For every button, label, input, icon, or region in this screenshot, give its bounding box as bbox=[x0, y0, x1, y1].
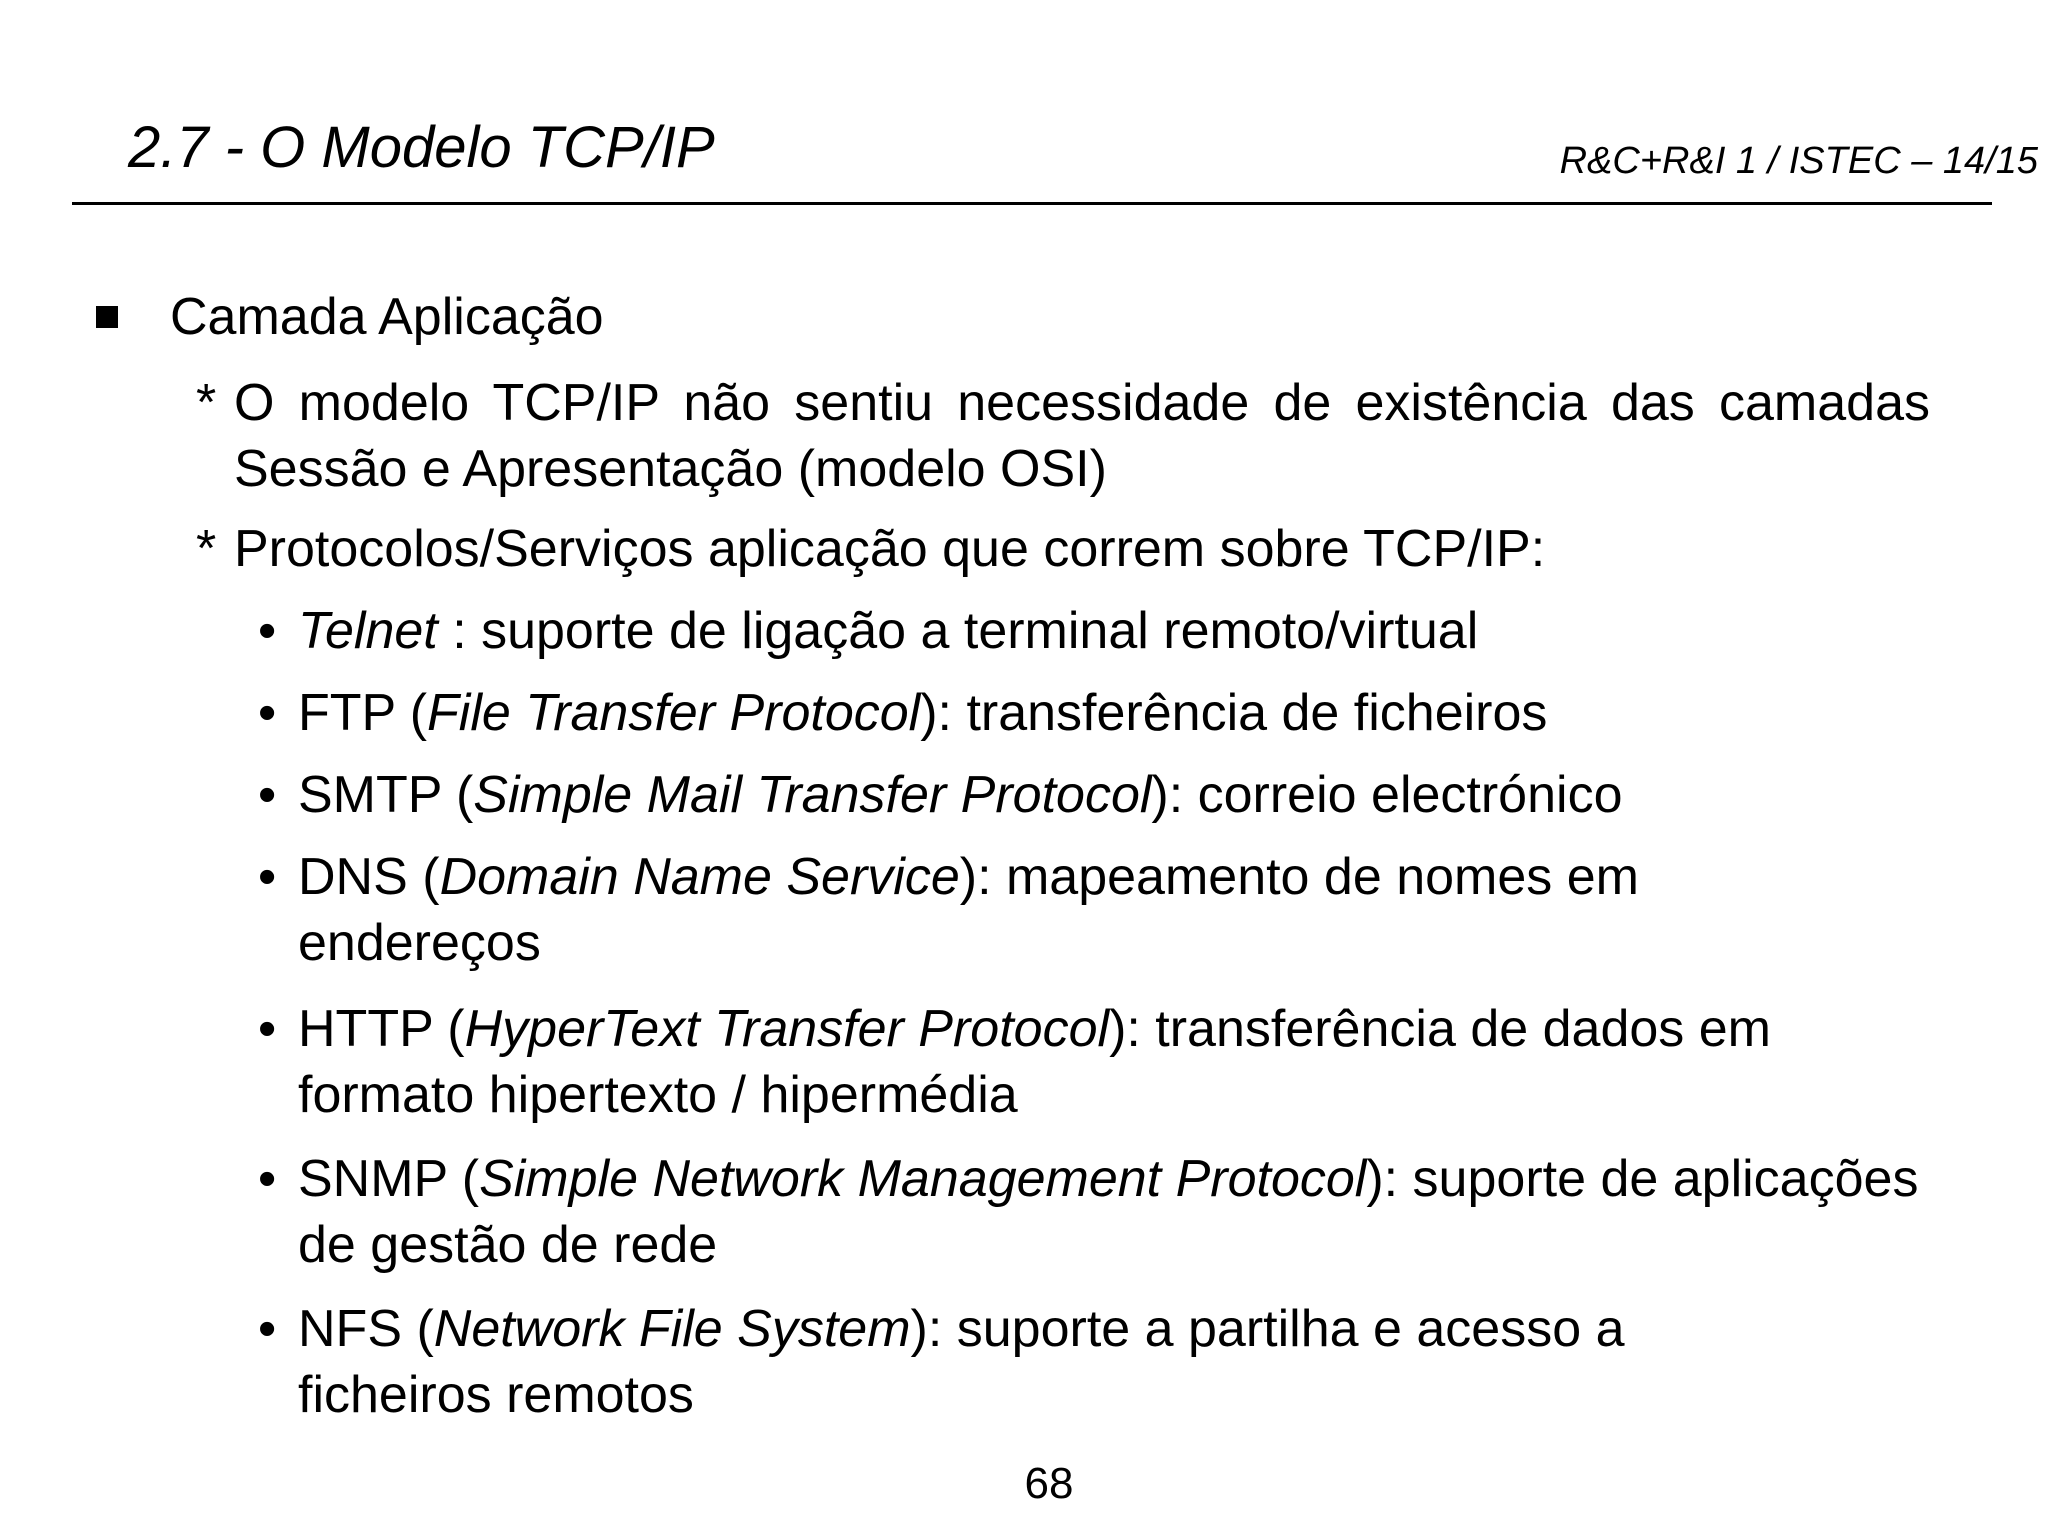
protocol-description: ): suporte a partilha e acesso a ficheiros remotos bbox=[298, 1300, 1625, 1424]
protocol-name: Telnet bbox=[298, 602, 438, 660]
protocol-description: ): correio electrónico bbox=[1151, 766, 1623, 824]
protocol-description: ): transferência de dados em formato hipertexto / hipermédia bbox=[298, 1000, 1771, 1124]
protocol-abbr: NFS ( bbox=[298, 1300, 434, 1358]
bullet-marker: • bbox=[258, 1000, 277, 1058]
point-text: O modelo TCP/IP não sentiu necessidade de existência das camadas Sessão e Apresentação (modelo OSI) bbox=[234, 374, 1930, 498]
bullet-marker: • bbox=[258, 766, 277, 824]
protocol-item bbox=[298, 844, 1818, 976]
protocol-full-name: Domain Name Service bbox=[439, 848, 960, 906]
protocol-description: ): mapeamento de nomes em endereços bbox=[298, 848, 1639, 972]
protocol-full-name: HyperText Transfer Protocol bbox=[464, 1000, 1110, 1058]
point-text: Protocolos/Serviços aplicação que correm sobre TCP/IP: bbox=[234, 520, 1546, 578]
asterisk-marker: * bbox=[196, 520, 217, 578]
asterisk-marker: * bbox=[196, 374, 217, 432]
protocol-item bbox=[298, 1296, 1818, 1428]
header-divider bbox=[72, 202, 1992, 205]
protocol-description: ): transferência de ficheiros bbox=[920, 684, 1548, 742]
protocol-item bbox=[298, 762, 1948, 828]
protocol-item bbox=[298, 598, 1948, 664]
course-label: R&C+R&I 1 / ISTEC – 14/15 bbox=[1559, 140, 2038, 182]
protocol-item bbox=[298, 1146, 1938, 1278]
protocol-full-name: Network File System bbox=[433, 1300, 911, 1358]
protocol-full-name: Simple Mail Transfer Protocol bbox=[473, 766, 1152, 824]
bullet-marker: • bbox=[258, 1150, 277, 1208]
bullet-marker: • bbox=[258, 684, 277, 742]
protocol-abbr: SMTP ( bbox=[298, 766, 474, 824]
bullet-marker: • bbox=[258, 848, 277, 906]
page-number: 68 bbox=[1024, 1459, 1074, 1508]
protocol-abbr: DNS ( bbox=[298, 848, 440, 906]
protocol-description: : suporte de ligação a terminal remoto/virtual bbox=[437, 602, 1479, 660]
square-bullet-icon bbox=[96, 306, 118, 328]
protocol-abbr: SNMP ( bbox=[298, 1150, 480, 1208]
protocol-description: ): suporte de aplicações de gestão de rede bbox=[298, 1150, 1919, 1274]
protocol-full-name: Simple Network Management Protocol bbox=[479, 1150, 1367, 1208]
bullet-marker: • bbox=[258, 1300, 277, 1358]
protocol-abbr: HTTP ( bbox=[298, 1000, 465, 1058]
slide-title: 2.7 - O Modelo TCP/IP bbox=[128, 115, 715, 180]
protocol-abbr: FTP ( bbox=[298, 684, 428, 742]
protocol-item bbox=[298, 996, 1938, 1128]
protocol-full-name: File Transfer Protocol bbox=[427, 684, 921, 742]
bullet-marker: • bbox=[258, 602, 277, 660]
section-heading: Camada Aplicação bbox=[170, 288, 604, 346]
protocol-item bbox=[298, 680, 1948, 746]
